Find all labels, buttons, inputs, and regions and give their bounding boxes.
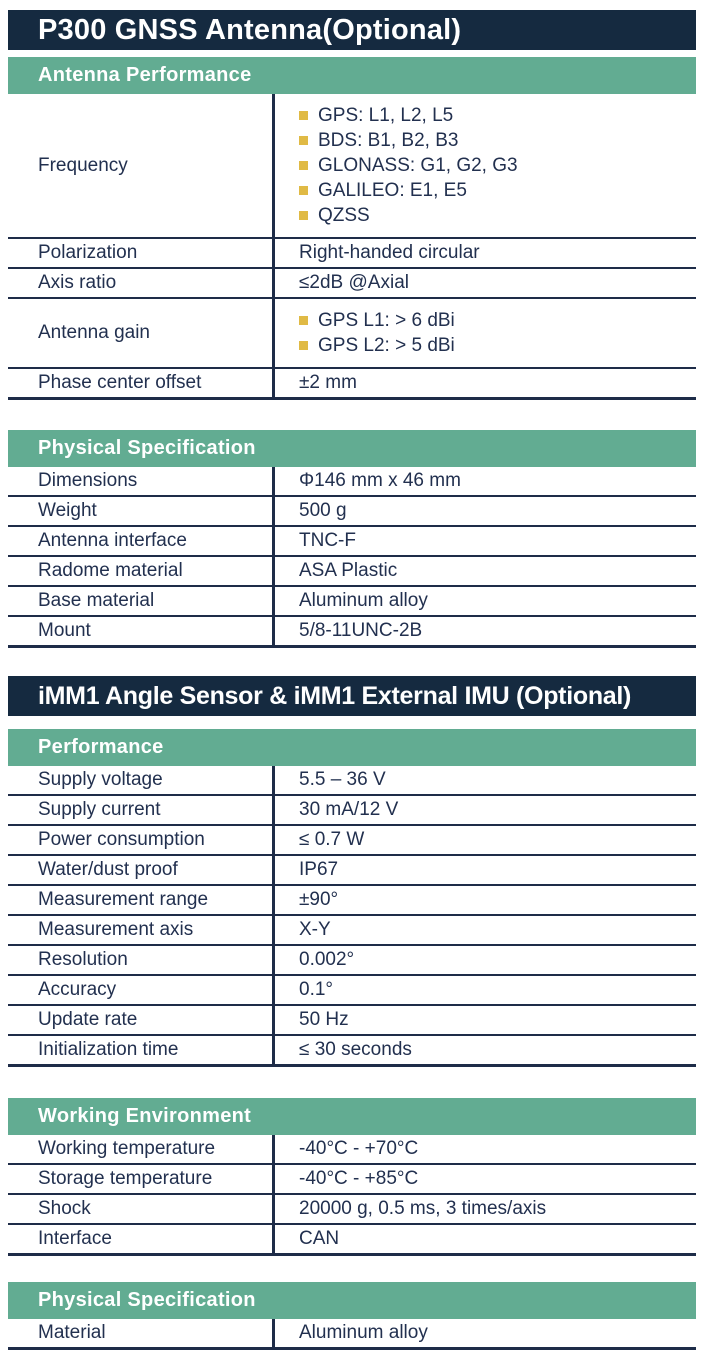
imm1-title: iMM1 Angle Sensor & iMM1 External IMU (Optional) xyxy=(38,681,632,710)
spec-row-radome-material xyxy=(8,557,696,587)
spec-row-working-temperature xyxy=(8,1135,696,1165)
initialization-time-label: Initialization time xyxy=(38,1039,179,1060)
measurement-range-label: Measurement range xyxy=(38,889,209,910)
row-label xyxy=(8,527,272,555)
row-value xyxy=(272,617,696,645)
row-value xyxy=(272,1165,696,1193)
p300-physical-spec-header-bar xyxy=(8,430,696,467)
material-label: Material xyxy=(38,1322,106,1343)
spec-row-supply-voltage xyxy=(8,766,696,796)
row-value xyxy=(272,369,696,397)
water-dust-proof-label: Water/dust proof xyxy=(38,859,178,880)
row-value xyxy=(272,1036,696,1064)
supply-voltage-value: 5.5 – 36 V xyxy=(299,769,386,790)
axis-ratio-label: Axis ratio xyxy=(38,272,117,293)
accuracy-value: 0.1° xyxy=(299,979,334,1000)
shock-label: Shock xyxy=(38,1198,91,1219)
polarization-value: Right-handed circular xyxy=(299,242,480,263)
row-label xyxy=(8,497,272,525)
row-label xyxy=(8,796,272,824)
initialization-time-value: ≤ 30 seconds xyxy=(299,1039,412,1060)
shock-value: 20000 g, 0.5 ms, 3 times/axis xyxy=(299,1198,547,1219)
update-rate-label: Update rate xyxy=(38,1009,138,1030)
list-item xyxy=(299,308,455,333)
spec-row-polarization xyxy=(8,239,696,269)
row-label xyxy=(8,269,272,297)
row-label xyxy=(8,557,272,585)
spec-row-weight xyxy=(8,497,696,527)
base-material-label: Base material xyxy=(38,590,155,611)
row-value xyxy=(272,527,696,555)
imm1-performance-header-bar xyxy=(8,729,696,766)
row-value xyxy=(272,1195,696,1223)
phase-center-offset-value: ±2 mm xyxy=(299,372,357,393)
row-label xyxy=(8,826,272,854)
row-value xyxy=(272,1135,696,1163)
water-dust-proof-value: IP67 xyxy=(299,859,339,880)
frequency-item: GLONASS: G1, G2, G3 xyxy=(318,155,518,176)
row-label xyxy=(8,916,272,944)
supply-current-label: Supply current xyxy=(38,799,161,820)
supply-voltage-label: Supply voltage xyxy=(38,769,163,790)
row-label xyxy=(8,369,272,397)
row-value xyxy=(272,269,696,297)
p300-title-bar xyxy=(8,10,696,50)
row-label xyxy=(8,856,272,884)
antenna-performance-header: Antenna Performance xyxy=(38,64,252,86)
p300-physical-spec-table xyxy=(8,467,696,648)
row-label xyxy=(8,617,272,645)
row-value xyxy=(272,497,696,525)
antenna-performance-table xyxy=(8,94,696,400)
measurement-axis-value: X-Y xyxy=(299,919,331,940)
row-label xyxy=(8,886,272,914)
frequency-item: QZSS xyxy=(318,205,370,226)
storage-temperature-value: -40°C - +85°C xyxy=(299,1168,419,1189)
row-label xyxy=(8,976,272,1004)
antenna-interface-label: Antenna interface xyxy=(38,530,187,551)
row-label xyxy=(8,587,272,615)
measurement-axis-label: Measurement axis xyxy=(38,919,194,940)
row-value xyxy=(272,856,696,884)
row-value xyxy=(272,557,696,585)
spec-row-base-material xyxy=(8,587,696,617)
working-environment-header: Working Environment xyxy=(38,1105,252,1127)
dimensions-value: Φ146 mm x 46 mm xyxy=(299,470,461,491)
antenna-gain-item: GPS L2: > 5 dBi xyxy=(318,335,455,356)
p300-physical-spec-header: Physical Specification xyxy=(38,437,256,459)
accuracy-label: Accuracy xyxy=(38,979,117,1000)
row-value xyxy=(272,766,696,794)
row-value xyxy=(272,1225,696,1253)
bullet-square-icon xyxy=(299,211,308,220)
row-label xyxy=(8,1225,272,1253)
list-item xyxy=(299,333,455,358)
row-label xyxy=(8,766,272,794)
row-label xyxy=(8,94,272,237)
row-value xyxy=(272,467,696,495)
working-environment-table xyxy=(8,1135,696,1256)
spec-row-dimensions xyxy=(8,467,696,497)
spec-row-frequency xyxy=(8,94,696,239)
spec-row-mount xyxy=(8,617,696,648)
update-rate-value: 50 Hz xyxy=(299,1009,349,1030)
imm1-title-bar xyxy=(8,676,696,716)
list-item xyxy=(299,203,518,228)
spec-row-accuracy xyxy=(8,976,696,1006)
interface-label: Interface xyxy=(38,1228,112,1249)
phase-center-offset-label: Phase center offset xyxy=(38,372,202,393)
base-material-value: Aluminum alloy xyxy=(299,590,428,611)
polarization-label: Polarization xyxy=(38,242,138,263)
row-value xyxy=(272,916,696,944)
row-label xyxy=(8,1036,272,1064)
row-value xyxy=(272,976,696,1004)
bullet-square-icon xyxy=(299,341,308,350)
spec-row-storage-temperature xyxy=(8,1165,696,1195)
row-value xyxy=(272,94,696,237)
imm1-performance-table xyxy=(8,766,696,1067)
p300-title: P300 GNSS Antenna(Optional) xyxy=(38,13,462,46)
material-value: Aluminum alloy xyxy=(299,1322,428,1343)
spec-row-water-dust-proof xyxy=(8,856,696,886)
dimensions-label: Dimensions xyxy=(38,470,138,491)
antenna-performance-header-bar xyxy=(8,57,696,94)
spec-row-resolution xyxy=(8,946,696,976)
imm1-physical-spec-header-bar xyxy=(8,1282,696,1319)
list-item xyxy=(299,178,518,203)
resolution-label: Resolution xyxy=(38,949,128,970)
storage-temperature-label: Storage temperature xyxy=(38,1168,213,1189)
spec-row-shock xyxy=(8,1195,696,1225)
spec-row-update-rate xyxy=(8,1006,696,1036)
frequency-label: Frequency xyxy=(38,154,128,176)
bullet-square-icon xyxy=(299,186,308,195)
imm1-physical-spec-table xyxy=(8,1319,696,1350)
imm1-performance-header: Performance xyxy=(38,736,164,758)
row-label xyxy=(8,1195,272,1223)
frequency-item: BDS: B1, B2, B3 xyxy=(318,130,459,151)
antenna-gain-bullet-list xyxy=(299,308,455,358)
list-item xyxy=(299,103,518,128)
row-label xyxy=(8,1135,272,1163)
row-value xyxy=(272,886,696,914)
row-label xyxy=(8,1006,272,1034)
spec-row-power-consumption xyxy=(8,826,696,856)
frequency-bullet-list xyxy=(299,103,518,228)
axis-ratio-value: ≤2dB @Axial xyxy=(299,272,409,293)
row-value xyxy=(272,826,696,854)
row-label xyxy=(8,299,272,367)
antenna-interface-value: TNC-F xyxy=(299,530,356,551)
spec-row-antenna-gain xyxy=(8,299,696,369)
weight-value: 500 g xyxy=(299,500,347,521)
mount-value: 5/8-11UNC-2B xyxy=(299,620,423,641)
spec-row-interface xyxy=(8,1225,696,1256)
list-item xyxy=(299,153,518,178)
row-value xyxy=(272,946,696,974)
measurement-range-value: ±90° xyxy=(299,889,339,910)
bullet-square-icon xyxy=(299,136,308,145)
working-temperature-label: Working temperature xyxy=(38,1138,216,1159)
frequency-item: GALILEO: E1, E5 xyxy=(318,180,467,201)
radome-material-label: Radome material xyxy=(38,560,183,581)
list-item xyxy=(299,128,518,153)
frequency-item: GPS: L1, L2, L5 xyxy=(318,105,454,126)
imm1-physical-spec-header: Physical Specification xyxy=(38,1289,256,1311)
spec-row-antenna-interface xyxy=(8,527,696,557)
row-value xyxy=(272,587,696,615)
row-value xyxy=(272,796,696,824)
mount-label: Mount xyxy=(38,620,91,641)
antenna-gain-item: GPS L1: > 6 dBi xyxy=(318,310,455,331)
bullet-square-icon xyxy=(299,111,308,120)
row-label xyxy=(8,1319,272,1347)
resolution-value: 0.002° xyxy=(299,949,355,970)
spec-row-supply-current xyxy=(8,796,696,826)
spec-row-measurement-axis xyxy=(8,916,696,946)
spec-row-axis-ratio xyxy=(8,269,696,299)
row-value xyxy=(272,239,696,267)
row-label xyxy=(8,467,272,495)
spec-row-initialization-time xyxy=(8,1036,696,1067)
weight-label: Weight xyxy=(38,500,97,521)
row-value xyxy=(272,299,696,367)
antenna-gain-label: Antenna gain xyxy=(38,322,150,343)
supply-current-value: 30 mA/12 V xyxy=(299,799,399,820)
interface-value: CAN xyxy=(299,1228,340,1249)
row-label xyxy=(8,1165,272,1193)
bullet-square-icon xyxy=(299,316,308,325)
power-consumption-label: Power consumption xyxy=(38,829,205,850)
row-value xyxy=(272,1006,696,1034)
power-consumption-value: ≤ 0.7 W xyxy=(299,829,365,850)
working-environment-header-bar xyxy=(8,1098,696,1135)
working-temperature-value: -40°C - +70°C xyxy=(299,1138,419,1159)
row-label xyxy=(8,239,272,267)
row-value xyxy=(272,1319,696,1347)
bullet-square-icon xyxy=(299,161,308,170)
spec-row-phase-center-offset xyxy=(8,369,696,400)
radome-material-value: ASA Plastic xyxy=(299,560,398,581)
spec-row-measurement-range xyxy=(8,886,696,916)
spec-row-material xyxy=(8,1319,696,1350)
row-label xyxy=(8,946,272,974)
